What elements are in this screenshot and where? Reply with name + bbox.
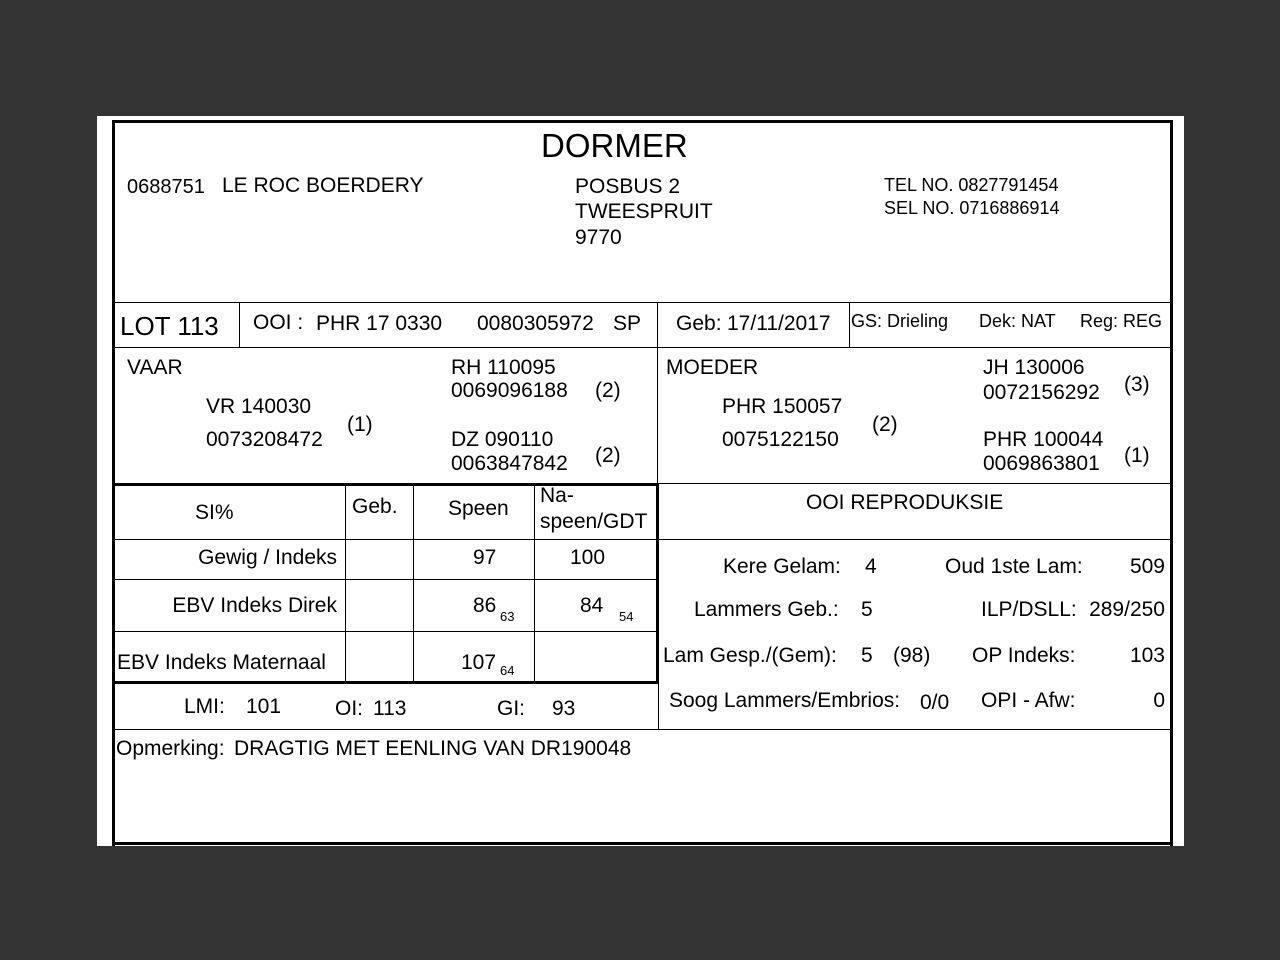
vaar-dam-count: (2)	[595, 444, 621, 467]
moeder-dam-number: 0069863801	[983, 452, 1100, 475]
lot-label: LOT 113	[120, 311, 219, 341]
kere-value: 4	[865, 555, 877, 578]
moeder-count: (2)	[872, 413, 898, 436]
geb-date: 17/11/2017	[727, 312, 831, 335]
ooi-suffix: SP	[613, 312, 642, 335]
repro-title: OOI REPRODUKSIE	[806, 491, 1004, 514]
remark-label: Opmerking:	[116, 737, 225, 760]
row-label-gewig: Gewig / Indeks	[198, 546, 337, 569]
divider-index-bottom	[114, 681, 659, 684]
row-label-maternaal: EBV Indeks Maternaal	[117, 651, 326, 674]
naspeen-header-2: speen/GDT	[540, 510, 648, 533]
row-naspeen-direk: 84	[580, 594, 604, 617]
row-speen-maternaal: 107	[461, 651, 497, 674]
divider-totals-bottom	[114, 729, 1172, 730]
address-line-2: TWEESPRUIT	[575, 200, 713, 223]
divider-repro-left	[658, 483, 659, 730]
row-naspeen-sub-direk: 54	[619, 609, 634, 624]
opi-value: 0	[1153, 689, 1165, 712]
moeder-dam-count: (1)	[1124, 444, 1150, 467]
ilp-label: ILP/DSLL:	[981, 598, 1077, 621]
soog-value: 0/0	[920, 691, 950, 714]
vaar-sire-number: 0069096188	[451, 379, 568, 402]
gi-label: GI:	[497, 697, 526, 720]
border-top	[112, 120, 1173, 123]
gi-value: 93	[552, 697, 576, 720]
divider-index-row-2	[114, 631, 658, 632]
address-line-1: POSBUS 2	[575, 175, 681, 198]
vaar-label: VAAR	[127, 356, 183, 379]
divider-lot-3	[849, 302, 850, 347]
row-naspeen-gewig: 100	[570, 546, 606, 569]
page-title: DORMER	[541, 127, 688, 164]
opi-label: OPI - Afw:	[981, 689, 1076, 712]
ooi-id: PHR 17 0330	[316, 312, 443, 335]
lammers-value: 5	[861, 598, 873, 621]
divider-index-col-1	[345, 485, 346, 682]
gesp-gem-value: (98)	[893, 644, 931, 667]
row-label-direk: EBV Indeks Direk	[172, 594, 337, 617]
si-header: SI%	[195, 501, 234, 524]
moeder-sire-number: 0072156292	[983, 381, 1100, 404]
moeder-sire-id: JH 130006	[983, 356, 1085, 379]
oud-value: 509	[1129, 555, 1165, 578]
moeder-dam-id: PHR 100044	[983, 428, 1104, 451]
lammers-label: Lammers Geb.:	[694, 598, 839, 621]
remark-text: DRAGTIG MET EENLING VAN DR190048	[234, 737, 632, 760]
op-value: 103	[1129, 644, 1165, 667]
row-speen-direk: 86	[473, 594, 497, 617]
op-label: OP Indeks:	[972, 644, 1076, 667]
tel-number: TEL NO. 0827791454	[884, 175, 1059, 195]
lot-card	[97, 116, 1184, 846]
row-speen-sub-maternaal: 64	[500, 663, 515, 678]
oi-label: OI:	[335, 697, 364, 720]
gs-value: GS: Drieling	[851, 311, 949, 331]
gesp-value: 5	[861, 644, 873, 667]
row-speen-sub-direk: 63	[500, 609, 515, 624]
owner-code: 0688751	[127, 176, 205, 198]
kere-label: Kere Gelam:	[723, 555, 841, 578]
lmi-label: LMI:	[184, 695, 225, 718]
divider-lot-bottom	[114, 347, 1172, 348]
sel-number: SEL NO. 0716886914	[884, 198, 1060, 218]
oud-label: Oud 1ste Lam:	[945, 555, 1083, 578]
lmi-value: 101	[246, 695, 282, 718]
ooi-label: OOI :	[253, 311, 304, 334]
ooi-number: 0080305972	[477, 312, 594, 335]
divider-lot-top	[114, 302, 1172, 303]
speen-header: Speen	[448, 497, 509, 520]
vaar-dam-number: 0063847842	[451, 452, 568, 475]
address-line-3: 9770	[575, 226, 622, 249]
divider-pedigree-bottom	[658, 483, 1172, 484]
vaar-sire-count: (2)	[595, 379, 621, 402]
moeder-sire-count: (3)	[1124, 373, 1150, 396]
moeder-label: MOEDER	[666, 356, 759, 379]
divider-lot-2	[657, 302, 658, 484]
moeder-number: 0075122150	[722, 428, 839, 451]
geb-header: Geb.	[352, 495, 398, 518]
vaar-count: (1)	[347, 413, 373, 436]
border-bottom	[112, 842, 1173, 845]
owner-name: LE ROC BOERDERY	[222, 174, 424, 197]
vaar-sire-id: RH 110095	[451, 356, 556, 379]
gesp-label: Lam Gesp./(Gem):	[663, 644, 837, 667]
oi-value: 113	[373, 697, 407, 720]
geb-label: Geb:	[676, 312, 722, 335]
reg-value: Reg: REG	[1080, 311, 1163, 331]
divider-index-header	[114, 539, 1172, 540]
divider-index-top	[114, 483, 658, 486]
row-speen-gewig: 97	[473, 546, 497, 569]
divider-index-col-3	[534, 485, 535, 682]
vaar-dam-id: DZ 090110	[451, 428, 554, 451]
divider-index-row-1	[114, 579, 658, 580]
divider-index-col-2	[413, 485, 414, 682]
vaar-number: 0073208472	[206, 428, 323, 451]
moeder-id: PHR 150057	[722, 395, 843, 418]
vaar-id: VR 140030	[206, 395, 312, 418]
dek-value: Dek: NAT	[979, 311, 1056, 331]
naspeen-header-1: Na-	[540, 484, 574, 507]
soog-label: Soog Lammers/Embrios:	[669, 689, 901, 712]
ilp-value: 289/250	[1089, 598, 1165, 621]
divider-lot-1	[239, 302, 240, 347]
